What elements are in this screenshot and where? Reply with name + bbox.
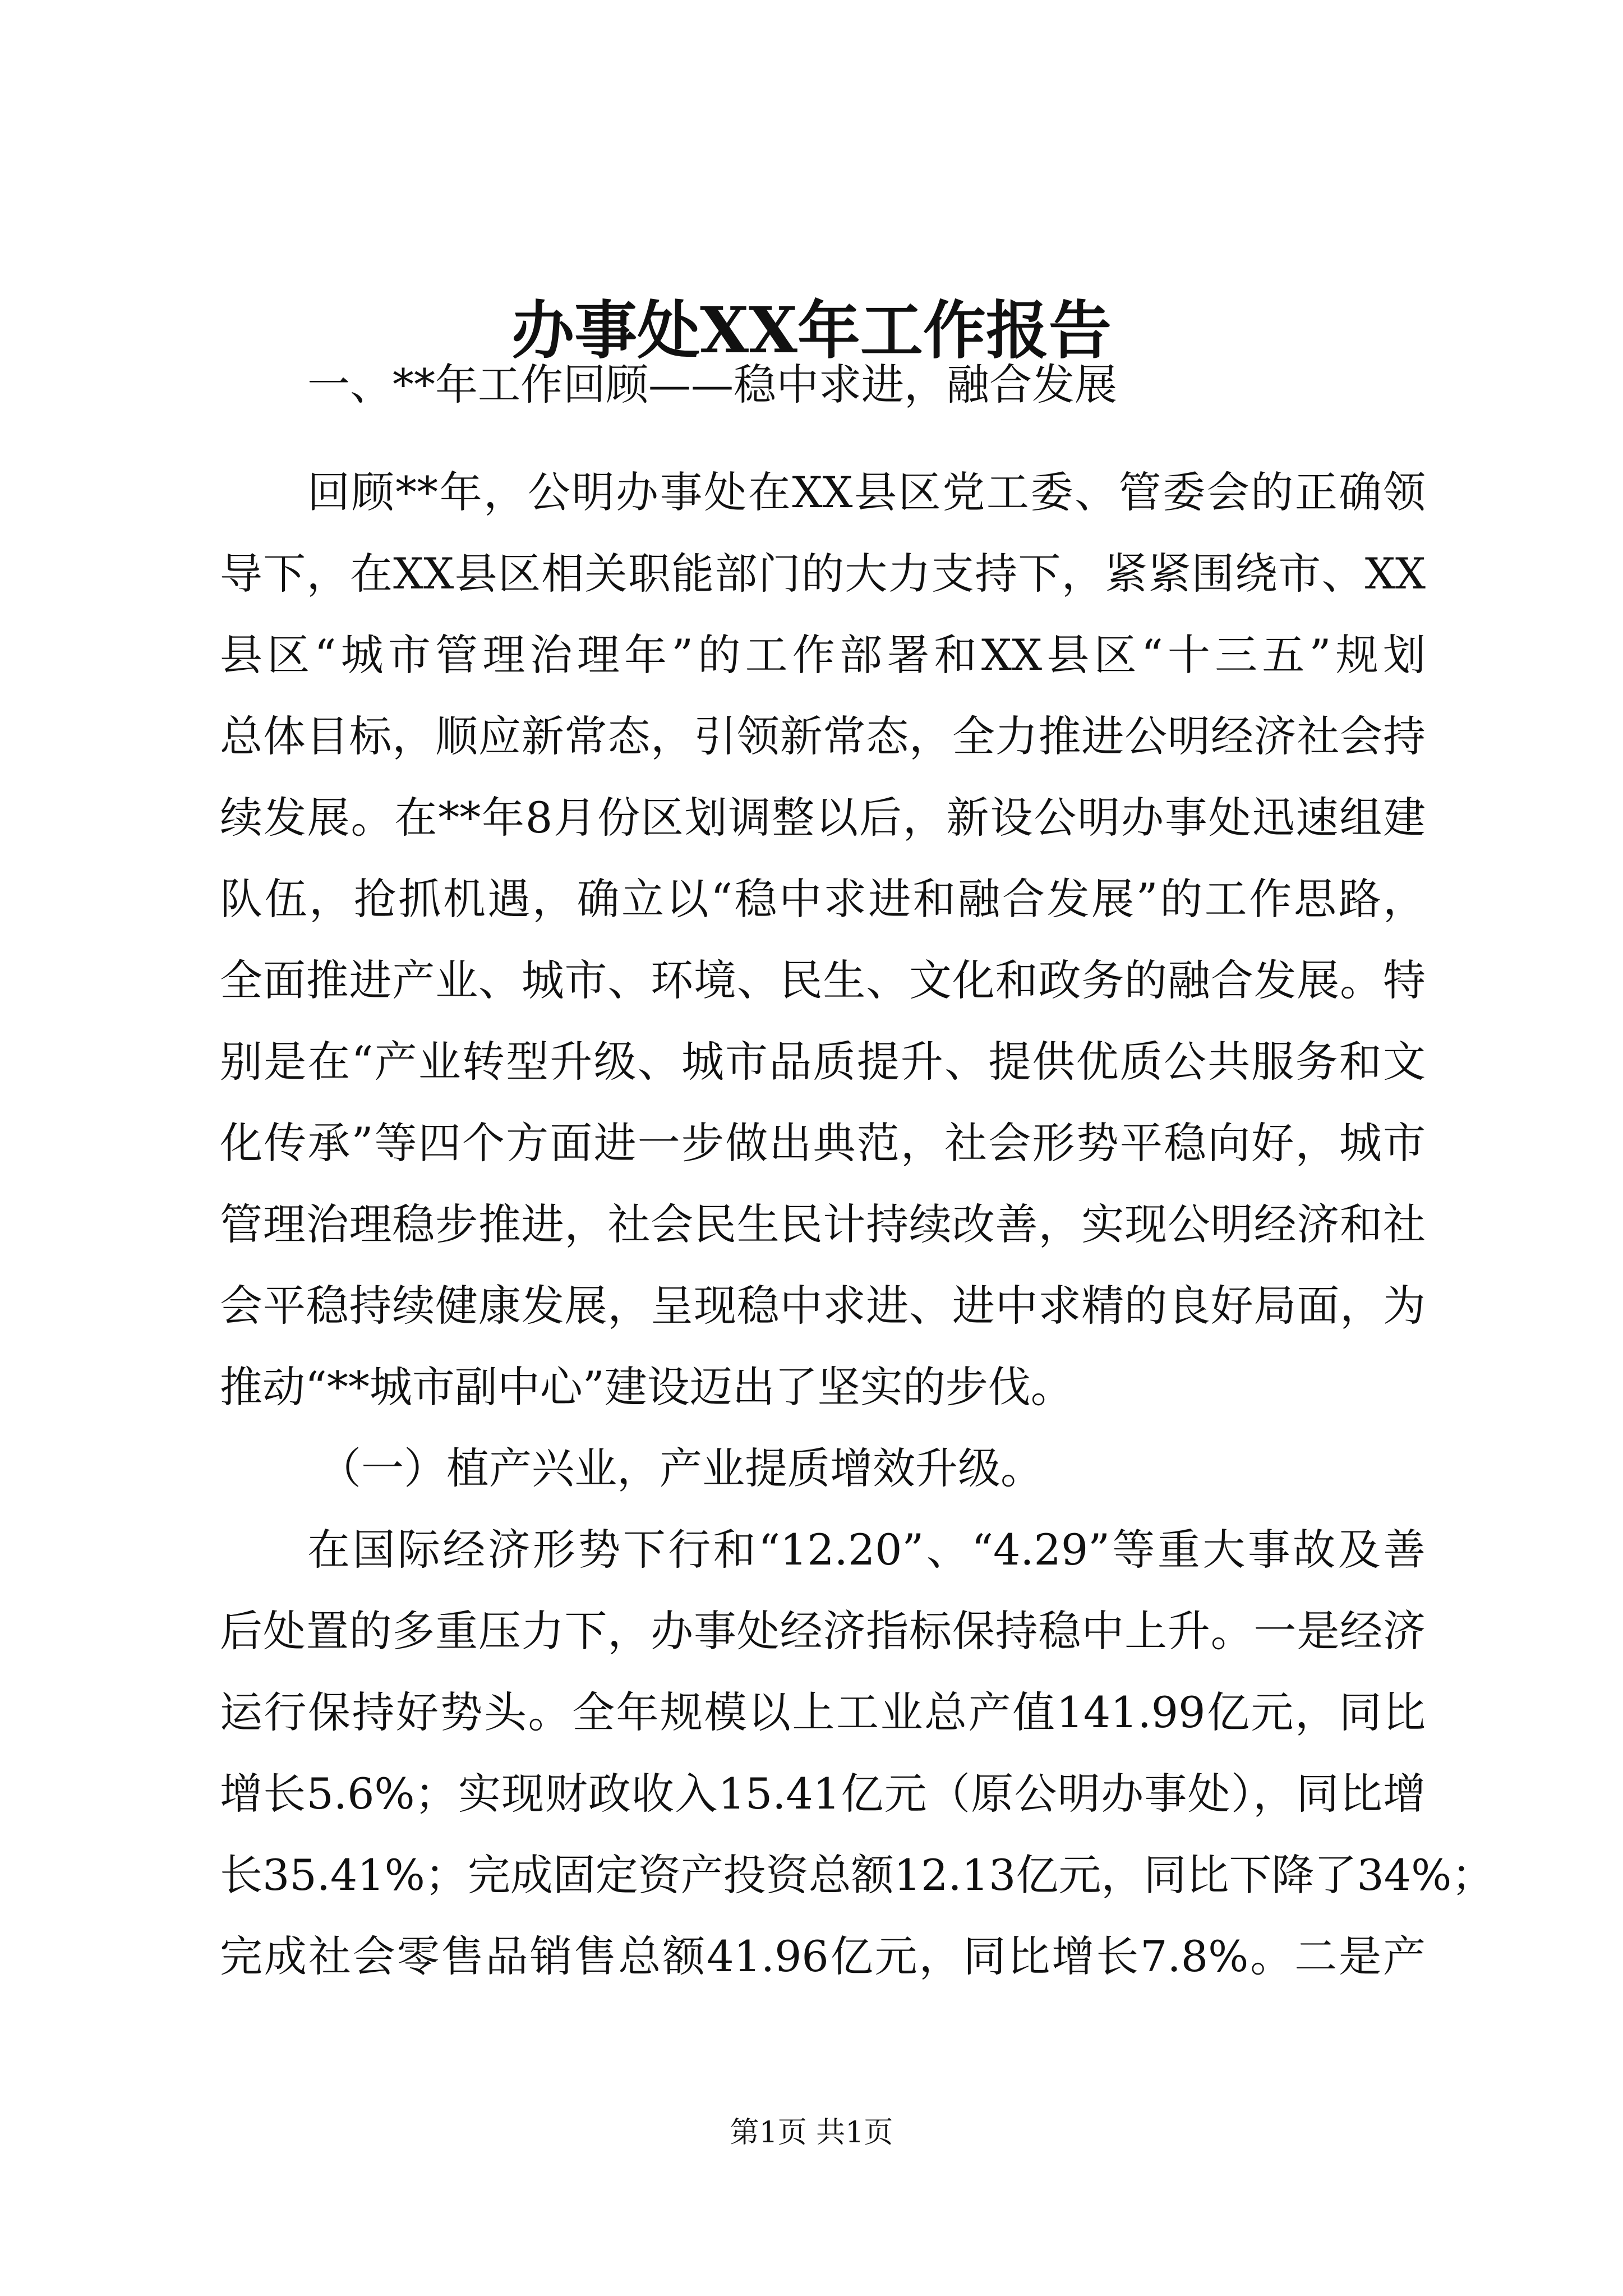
paragraph-line: 推动“**城市副中心”建设迈出了坚实的步伐。 (220, 1362, 1073, 1412)
paragraph-line: 续发展。在**年8月份区划调整以后，新设公明办事处迅速组建 (220, 793, 1426, 843)
paragraph-line: 后处置的多重压力下，办事处经济指标保持稳中上升。一是经济 (220, 1606, 1426, 1656)
document-title: 办事处XX年工作报告 (511, 294, 1112, 367)
page-footer: 第1页 共1页 (730, 2116, 893, 2150)
paragraph-line: 县区“城市管理治理年”的工作部署和XX县区“十三五”规划 (220, 630, 1426, 680)
paragraph-line: 长35.41%；完成固定资产投资总额12.13亿元，同比下降了34%； (220, 1850, 1495, 1900)
paragraph-line: 完成社会零售品销售总额41.96亿元，同比增长7.8%。二是产 (220, 1931, 1426, 1981)
paragraph-line: 别是在“产业转型升级、城市品质提升、提供优质公共服务和文 (220, 1037, 1426, 1087)
paragraph-line: 队伍，抢抓机遇，确立以“稳中求进和融合发展”的工作思路， (220, 874, 1426, 924)
paragraph-line: 在国际经济形势下行和“12.20”、“4.29”等重大事故及善 (307, 1525, 1426, 1575)
paragraph-line: 回顾**年，公明办事处在XX县区党工委、管委会的正确领 (307, 467, 1426, 517)
paragraph-line: 会平稳持续健康发展，呈现稳中求进、进中求精的良好局面，为 (220, 1281, 1426, 1331)
paragraph-line: 管理治理稳步推进，社会民生民计持续改善，实现公明经济和社 (220, 1199, 1426, 1249)
subsection-heading: （一）植产兴业，产业提质增效升级。 (319, 1443, 1043, 1493)
paragraph-line: 增长5.6%；实现财政收入15.41亿元（原公明办事处），同比增 (220, 1769, 1426, 1819)
paragraph-line: 全面推进产业、城市、环境、民生、文化和政务的融合发展。特 (220, 955, 1426, 1005)
paragraph-line: 总体目标，顺应新常态，引领新常态，全力推进公明经济社会持 (220, 711, 1426, 761)
section-heading: 一、**年工作回顾——稳中求进，融合发展 (307, 360, 1117, 409)
paragraph-line: 导下，在XX县区相关职能部门的大力支持下，紧紧围绕市、XX (220, 549, 1426, 599)
paragraph-line: 化传承”等四个方面进一步做出典范，社会形势平稳向好，城市 (220, 1118, 1426, 1168)
paragraph-line: 运行保持好势头。全年规模以上工业总产值141.99亿元，同比 (220, 1687, 1426, 1737)
